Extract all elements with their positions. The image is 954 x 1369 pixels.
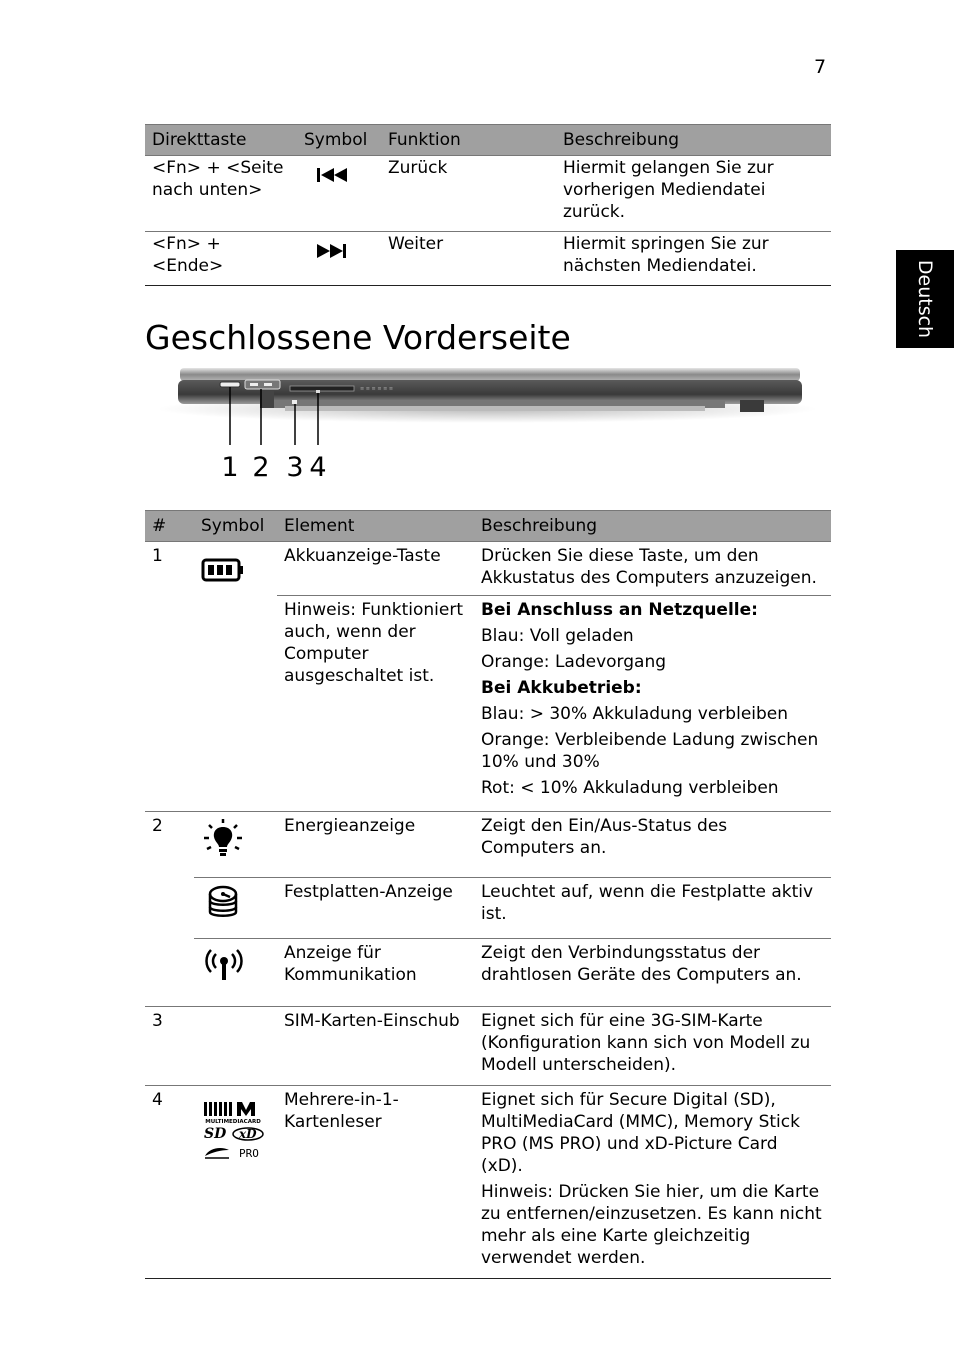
- card-reader-note: [481, 1181, 824, 1269]
- symbol-cell: [194, 1086, 277, 1279]
- battery-icon: [201, 558, 245, 584]
- number-cell: 4: [145, 1086, 194, 1279]
- hdd-icon: [201, 884, 245, 924]
- function-cell: Weiter: [381, 232, 556, 286]
- symbol-cell: [194, 812, 277, 878]
- note-label: Hinweis: [284, 600, 351, 620]
- symbol-cell: [194, 939, 277, 1007]
- element-cell: Anzeige für Kommunikation: [277, 939, 474, 1007]
- description-cell: Zeigt den Ein/Aus-Status des Computers an.: [474, 812, 831, 878]
- status-line: Orange: Verbleibende Ladung zwischen 10% und 30%: [481, 730, 819, 772]
- symbol-cell: [194, 1007, 277, 1086]
- symbol-cell: [194, 878, 277, 939]
- hotkey-cell: <Fn> + <Seite nach unten>: [152, 158, 284, 200]
- callout-1: 1: [221, 452, 239, 483]
- description-cell: Leuchtet auf, wenn die Festplatte aktiv ist.: [474, 878, 831, 939]
- table-row: [145, 1007, 831, 1086]
- number-cell: 1: [152, 546, 163, 566]
- status-heading: Bei Anschluss an Netzquelle:: [481, 600, 758, 620]
- header-element: Element: [277, 511, 474, 542]
- element-cell: Festplatten-Anzeige: [277, 878, 474, 939]
- svg-text:≡ ≡ ≡ ≡ ≡ ≡: ≡ ≡ ≡ ≡ ≡ ≡: [360, 386, 394, 392]
- note-text: : Funktioniert auch, wenn der Computer ausgeschaltet ist.: [284, 600, 464, 686]
- table-row: [145, 939, 831, 1007]
- hotkey-cell: <Fn> + <Ende>: [145, 232, 297, 286]
- description-cell: [474, 1086, 831, 1279]
- table-row: [145, 232, 831, 286]
- description-cell: Eignet sich für eine 3G-SIM-Karte (Konfiguration kann sich von Modell zu Modell unterscheiden).: [474, 1007, 831, 1086]
- sd-logo-text: SD: [204, 1126, 227, 1142]
- header-beschreibung: Beschreibung: [556, 125, 831, 156]
- symbol-cell: [297, 156, 381, 232]
- language-tab-label: Deutsch: [914, 259, 936, 339]
- symbol-cell: [297, 232, 381, 286]
- power-light-icon: [201, 818, 245, 862]
- table-row: [145, 542, 831, 596]
- table-row: [145, 1086, 831, 1279]
- table-row: [145, 156, 831, 232]
- element-cell: Mehrere-in-1-Kartenleser: [277, 1086, 474, 1279]
- page-number: 7: [814, 56, 827, 78]
- header-symbol: Symbol: [194, 511, 277, 542]
- status-cell: [474, 596, 831, 812]
- function-cell: Zurück: [388, 158, 448, 178]
- number-cell: 2: [145, 812, 194, 1007]
- card-reader-description: Eignet sich für Secure Digital (SD), MultiMediaCard (MMC), Memory Stick PRO (MS PRO) und xD-Picture Card (xD).: [481, 1090, 800, 1176]
- description-cell: Zeigt den Verbindungsstatus der drahtlosen Geräte des Computers an.: [474, 939, 831, 1007]
- note-label: Hinweis:: [481, 1182, 553, 1202]
- symbol-cell: [194, 542, 277, 812]
- element-cell: Energieanzeige: [277, 812, 474, 878]
- previous-track-icon: [304, 157, 354, 193]
- callout-4: 4: [309, 452, 327, 483]
- hotkey-table: [145, 124, 831, 286]
- card-reader-logos-icon: [201, 1100, 265, 1164]
- note-text: Drücken Sie hier, um die Karte zu entfernen/einzusetzen. Es kann nicht mehr als eine Karte gleichzeitig verwendet werden.: [481, 1182, 822, 1268]
- header-symbol: Symbol: [297, 125, 381, 156]
- status-line: Blau: Voll geladen: [481, 626, 634, 646]
- header-funktion: Funktion: [381, 125, 556, 156]
- front-elements-table: [145, 510, 831, 1279]
- callout-2: 2: [252, 452, 270, 483]
- next-track-icon: [304, 233, 354, 269]
- status-line: Blau: > 30% Akkuladung verbleiben: [481, 704, 789, 724]
- status-line: Rot: < 10% Akkuladung verbleiben: [481, 778, 779, 798]
- status-heading: Bei Akkubetrieb:: [481, 678, 642, 698]
- language-tab: [896, 250, 954, 348]
- callout-3: 3: [286, 452, 304, 483]
- section-title: Geschlossene Vorderseite: [145, 318, 571, 357]
- element-cell: Akkuanzeige-Taste: [277, 542, 474, 596]
- table-row: [145, 878, 831, 939]
- number-cell: 3: [145, 1007, 194, 1086]
- wireless-icon: [201, 945, 247, 985]
- description-cell: Hiermit gelangen Sie zur vorherigen Mediendatei zurück.: [563, 158, 774, 222]
- header-beschreibung: Beschreibung: [474, 511, 831, 542]
- pro-logo-text: PRO: [239, 1147, 259, 1160]
- table-row: [145, 812, 831, 878]
- header-direkttaste: Direkttaste: [145, 125, 297, 156]
- header-number: #: [145, 511, 194, 542]
- xd-logo-text: xD: [239, 1127, 257, 1141]
- mmc-logo-text: MULTIMEDIACARD: [205, 1119, 261, 1125]
- status-line: Orange: Ladevorgang: [481, 652, 667, 672]
- note-cell: [277, 596, 474, 812]
- element-cell: SIM-Karten-Einschub: [277, 1007, 474, 1086]
- description-cell: Hiermit springen Sie zur nächsten Mediendatei.: [556, 232, 831, 286]
- laptop-front-illustration: [160, 362, 820, 487]
- description-cell: Drücken Sie diese Taste, um den Akkustatus des Computers anzuzeigen.: [474, 542, 831, 596]
